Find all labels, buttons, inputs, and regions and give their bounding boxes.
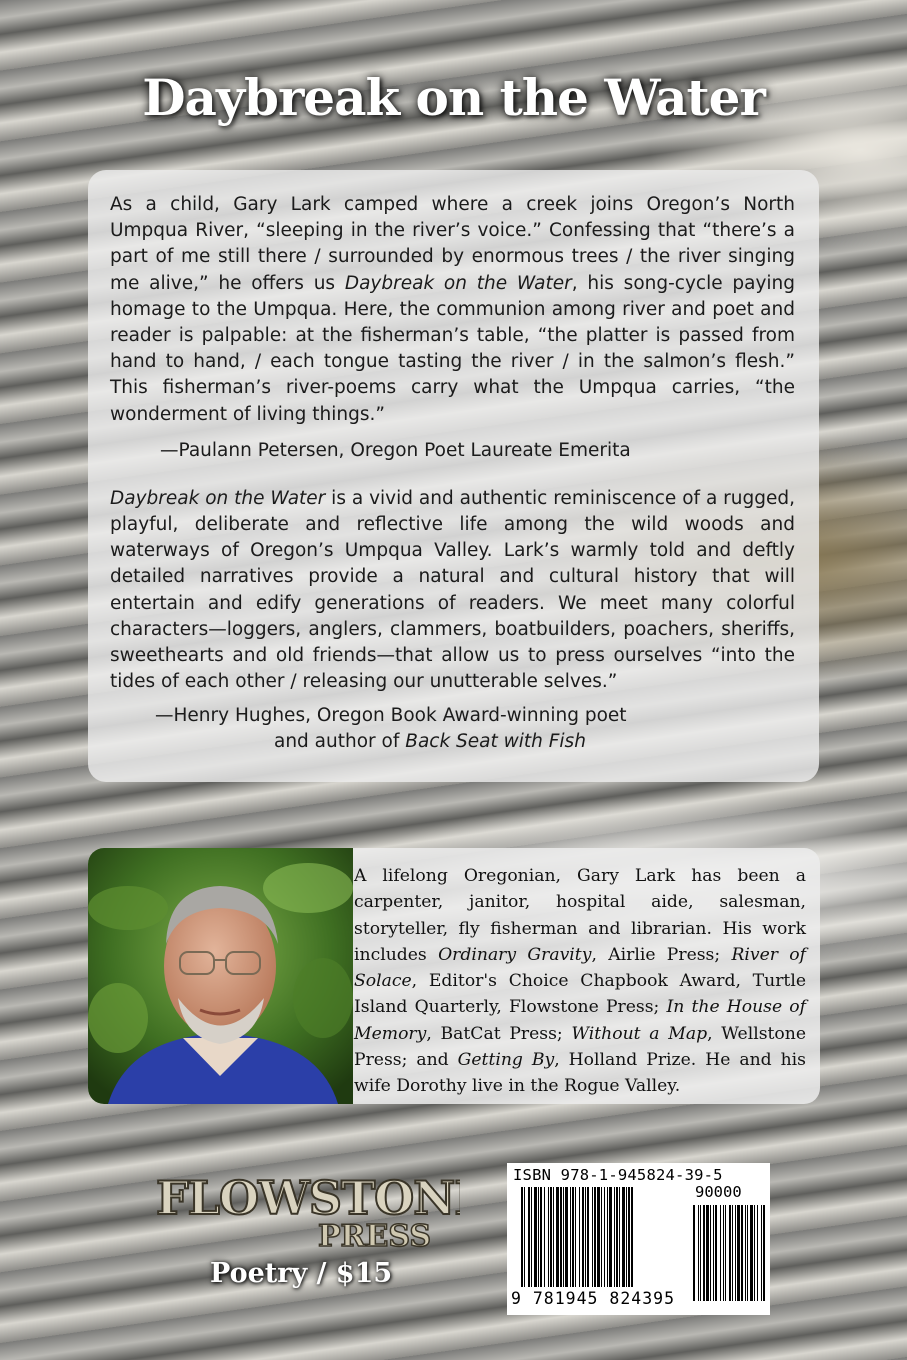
isbn-text: ISBN 978-1-945824-39-5 (513, 1166, 723, 1184)
blurb-panel (88, 170, 819, 782)
category-price-label: Poetry / $15 (210, 1258, 393, 1289)
back-cover-title: Daybreak on the Water (142, 68, 765, 127)
barcode-addon-number: 90000 (695, 1183, 742, 1201)
ean-digits: 9 781945 824395 (511, 1289, 676, 1308)
svg-text:PRESS: PRESS (318, 1219, 432, 1254)
isbn-barcode (507, 1163, 770, 1315)
flowstone-press-logo (148, 1162, 460, 1262)
blurb-2-attribution: —Henry Hughes, Oregon Book Award-winning poet (155, 705, 627, 727)
blurb-1-attribution: —Paulann Petersen, Oregon Poet Laureate Emerita (160, 439, 631, 461)
author-bio-panel (88, 848, 820, 1104)
blurb-1-text: As a child, Gary Lark camped where a creek joins Oregon’s North Umpqua River, “sleeping in the river’s voice.” Confessing that “there’s a part of me still there / surrounded by enormous trees / the river singing me alive,” he offers us Daybreak on the Water, his song-cycle paying homage to the Umpqua. Here, the communion among river and poet and reader is palpable: at the fisherman’s table, “the platter is passed from hand to hand, / each tongue tasting the river / in the salmon’s flesh.” This fisherman’s river-poems carry what the Umpqua carries, “the wonderment of living things.” (110, 194, 796, 425)
blurb-2-attribution-line2: and author of Back Seat with Fish (274, 731, 586, 753)
author-photo (88, 848, 353, 1104)
author-bio-text: A lifelong Oregonian, Gary Lark has been a carpenter, janitor, hospital aide, salesman, storyteller, fly fisherman and librarian. His work includes Ordinary Gravity, Airlie Press; River of Solace, Editor's Choice Chapbook Award, Turtle Island Quarterly, Flowstone Press; In the House of Memory, BatCat Press; Without a Map, Wellstone Press; and Getting By, Holland Prize. He and his wife Dorothy live in the Rogue Valley. (354, 866, 807, 1097)
blurb-2-text: Daybreak on the Water is a vivid and authentic reminiscence of a rugged, playful, deliberate and reflective life among the wild woods and waterways of Oregon’s Umpqua Valley. Lark’s warmly told and deftly detailed narratives provide a natural and cultural history that will entertain and edify generations of readers. We meet many colorful characters—loggers, anglers, clammers, boatbuilders, poachers, sheriffs, sweethearts and old friends—that allow us to press ourselves “into the tides of each other / releasing our unutterable selves.” (110, 487, 796, 693)
svg-text:FLOWSTONE: FLOWSTONE (156, 1171, 460, 1225)
